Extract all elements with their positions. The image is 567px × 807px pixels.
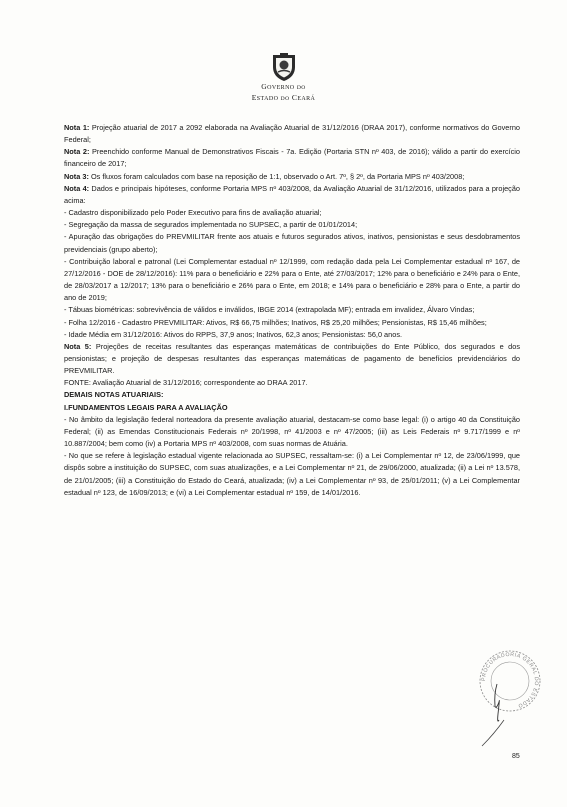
header-estado: ESTADO DO CEARÁ — [251, 93, 316, 102]
bullet-item: - Cadastro disponibilizado pelo Poder Executivo para fins de avaliação atuarial; — [64, 208, 322, 218]
bullet-item: - Folha 12/2016 - Cadastro PREVMILITAR: Ativos, R$ 66,75 milhões; Inativos, R$ 25,20 milhões; Pensionistas, R$ 15,46 milhões; — [64, 317, 487, 327]
section-paragraph: - No que se refere à legislação estadual vigente relacionada ao SUPSEC, ressaltam-se: (i) a Lei Complementar nº 12, de 23/06/1999, que dispôs sobre a instituição do SUPSEC, com suas atualizações, e a Lei Complementar nº 21, de 29/06/2000, atualizada; (ii) a Lei nº 13.578, de 21/01/2005; (iii) a Constituição do Estado do Ceará, atualizada; (iv) a Lei Complementar nº 93, de 25/01/2011; (v) a Lei Complementar estadual nº 123, de 16/09/2013; e (vi) a Lei Complementar estadual nº 159, de 14/01/2016. — [64, 451, 520, 497]
note-3: Nota 3: Os fluxos foram calculados com base na reposição de 1:1, observado o Art. 7º, § 2º, da Portaria MPS nº 403/2008; — [64, 171, 465, 181]
bullet-item: - Apuração das obrigações do PREVMILITAR frente aos atuais e futuros segurados ativos, inativos, pensionistas e seus desdobramentos previdenciais (grupo aberto); — [64, 232, 520, 254]
signature-icon — [480, 680, 514, 750]
stamp-text: PROCURADORIA GERAL DO ESTADO — [480, 651, 540, 709]
bullet-item: - Contribuição laboral e patronal (Lei Complementar estadual nº 12/1999, com redação dada pela Lei Complementar estadual nº 167, de 27/12/2016 - DOE de 28/12/2016): 11% para o beneficiário e 22% para o Ente, até 27/03/2017; 12% para o beneficiário e 24% para o Ente, de 28/03/2017 a 12/2017; 13% para o beneficiário e 26% para o Ente, em 2018; e 14% para o beneficiário e 28% para o Ente, a partir do ano de 2019; — [64, 256, 520, 303]
page-number: 85 — [512, 753, 520, 760]
source-line: FONTE: Avaliação Atuarial de 31/12/2016; correspondente ao DRAA 2017. — [64, 378, 308, 388]
demais-notas-heading: DEMAIS NOTAS ATUARIAIS: — [64, 390, 164, 400]
bullet-item: - Segregação da massa de segurados implementada no SUPSEC, a partir de 01/01/2014; — [64, 220, 358, 230]
letterhead — [0, 52, 567, 104]
header-governo: GOVERNO DO — [261, 82, 306, 91]
note-1: Nota 1: Projeção atuarial de 2017 a 2092 elaborada na Avaliação Atuarial de 31/12/2016 (DRAA 2017), conforme normativos do Governo Federal; — [64, 123, 520, 145]
bullet-item: - Tábuas biométricas: sobrevivência de válidos e inválidos, IBGE 2014 (extrapolada MF); entrada em invalidez, Álvaro Vindas; — [64, 305, 475, 315]
section-heading: I.FUNDAMENTOS LEGAIS PARA A AVALIAÇÃO — [64, 402, 228, 412]
note-4: Nota 4: Dados e principais hipóteses, conforme Portaria MPS nº 403/2008, da Avaliação Atuarial de 31/12/2016, utilizados para a projeção acima: — [64, 183, 521, 205]
section-paragraph: - No âmbito da legislação federal norteadora da presente avaliação atuarial, destacam-se como base legal: (i) o artigo 40 da Constituição Federal; (ii) as Emendas Constitucionais Federais nº 20/1998, nº 41/2003 e nº 47/2005; (iii) as Leis Federais nº 9.717/1999 e nº 10.887/2004; bem como (iv) a Portaria MPS nº 403/2008, com suas normas de Atuária. — [64, 414, 520, 449]
note-2: Nota 2: Preenchido conforme Manual de Demonstrativos Fiscais - 7a. Edição (Portaria STN nº 403, de 2016); válido a partir do exercício financeiro de 2017; — [64, 147, 520, 169]
note-5: Nota 5: Projeções de receitas resultantes das esperanças matemáticas de contribuições do Ente Público, dos segurados e dos pensionistas; e projeção de despesas resultantes das esperanças matemáticas de pagamento de benefícios previdenciários do PREVMILITAR. — [64, 341, 520, 376]
bullet-item: - Idade Média em 31/12/2016: Ativos do RPPS, 37,9 anos; Inativos, 62,3 anos; Pensionistas: 56,0 anos. — [64, 329, 403, 339]
document-body — [64, 122, 520, 499]
state-crest-icon — [270, 52, 298, 82]
